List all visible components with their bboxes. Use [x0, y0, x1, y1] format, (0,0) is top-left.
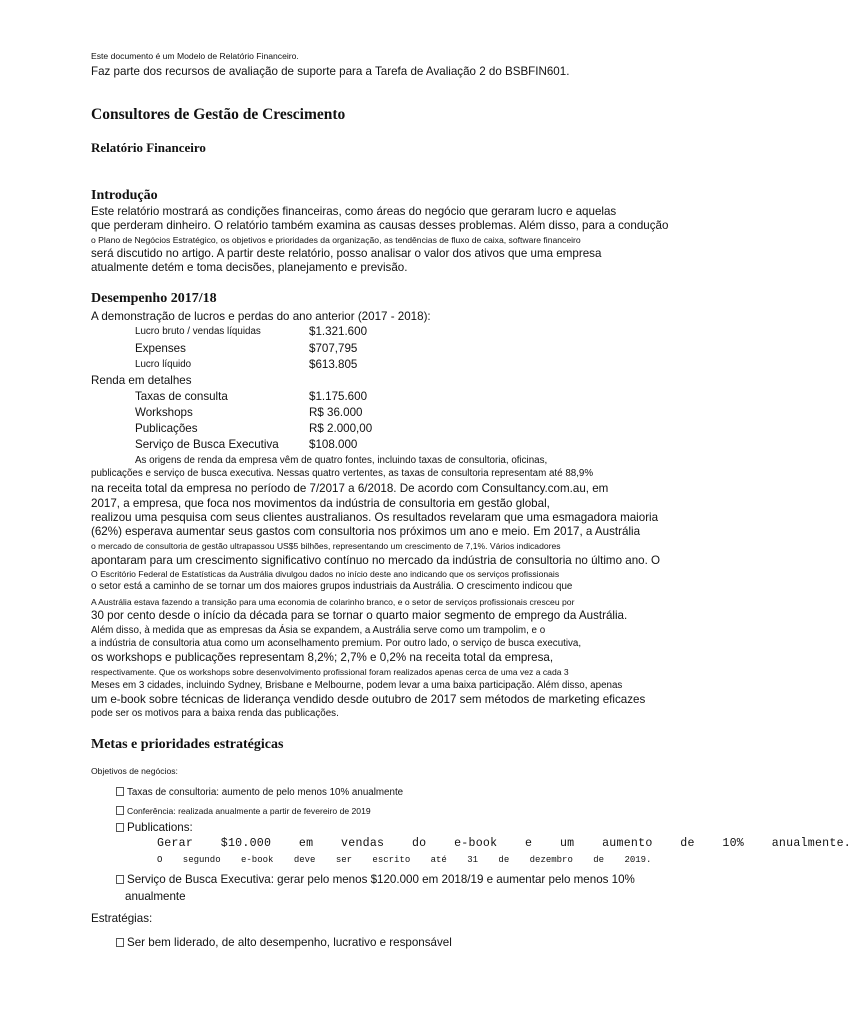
strategies-label: Estratégias:: [91, 912, 153, 925]
intro-line: Este relatório mostrará as condições financeiras, como áreas do negócio que geraram lucro e aquelas: [91, 205, 617, 218]
performance-line: 30 por cento desde o início da década para se tornar o quarto maior segmento de emprego da Austrália.: [91, 609, 628, 622]
performance-line: realizou uma pesquisa com seus clientes australianos. Os resultados revelaram que uma esmagadora maioria: [91, 511, 659, 524]
objective-text: Publications:: [127, 821, 193, 834]
income-value: $1.175.600: [309, 390, 368, 403]
intro-line: será discutido no artigo. A partir deste relatório, posso analisar o valor dos ativos que uma empresa: [91, 247, 602, 260]
pl-label: Lucro bruto / vendas líquidas: [135, 326, 261, 337]
pl-label: Lucro líquido: [135, 359, 192, 370]
performance-line: os workshops e publicações representam 8,2%; 2,7% e 0,2% na receita total da empresa,: [91, 651, 554, 664]
performance-line: apontaram para um crescimento significativo contínuo no mercado da indústria de consultoria no último ano. O: [91, 554, 661, 567]
performance-line: a indústria de consultoria atua como um aconselhamento premium. Por outro lado, o serviço de busca executiva,: [91, 638, 582, 649]
income-value: R$ 36.000: [309, 406, 363, 419]
objective-item: [116, 806, 371, 816]
intro-heading: Introdução: [91, 188, 158, 203]
pl-value: $707,795: [309, 342, 358, 355]
income-value: $108.000: [309, 438, 358, 451]
document-subtitle: Relatório Financeiro: [91, 140, 206, 155]
checkbox-bullet-icon: [116, 875, 124, 884]
performance-line: Meses em 3 cidades, incluindo Sydney, Brisbane e Melbourne, podem levar a uma baixa participação. Além disso, apenas: [91, 680, 623, 691]
performance-line: (62%) esperava aumentar seus gastos com consultoria nos próximos um ano e meio. Em 2017, a Austrália: [91, 525, 641, 538]
performance-line: A Austrália estava fazendo a transição para uma economia de colarinho branco, e o setor de serviços profissionais cresceu por: [91, 597, 575, 607]
objective-text: Conferência: realizada anualmente a partir de fevereiro de 2019: [127, 806, 371, 816]
pl-value: $613.805: [309, 358, 358, 371]
checkbox-bullet-icon: [116, 806, 124, 815]
pl-intro: A demonstração de lucros e perdas do ano anterior (2017 - 2018):: [91, 310, 431, 323]
performance-line: publicações e serviço de busca executiva. Nessas quatro vertentes, as taxas de consultoria representam até 88,9%: [91, 468, 594, 479]
document-note: Este documento é um Modelo de Relatório Financeiro.: [91, 51, 299, 61]
income-label: Serviço de Busca Executiva: [135, 438, 279, 451]
income-label: Publicações: [135, 422, 198, 435]
assessment-note: Faz parte dos recursos de avaliação de suporte para a Tarefa de Avaliação 2 do BSBFIN601.: [91, 65, 570, 78]
performance-line: As origens de renda da empresa vêm de quatro fontes, incluindo taxas de consultoria, oficinas,: [135, 455, 548, 466]
strategy-item: [116, 936, 452, 949]
performance-line: o setor está a caminho de se tornar um dos maiores grupos industriais da Austrália. O crescimento indicou que: [91, 581, 573, 592]
performance-line: o mercado de consultoria de gestão ultrapassou US$5 bilhões, representando um crescimento de 7,1%. Vários indicadores: [91, 541, 561, 551]
pl-label: Expenses: [135, 342, 186, 355]
intro-line: que perderam dinheiro. O relatório também examina as causas desses problemas. Além disso, para a condução: [91, 219, 669, 232]
income-heading: Renda em detalhes: [91, 374, 192, 387]
performance-line: Além disso, à medida que as empresas da Ásia se expandem, a Austrália serve como um trampolim, e o: [91, 625, 546, 636]
objective-text: Taxas de consultoria: aumento de pelo menos 10% anualmente: [127, 787, 404, 798]
intro-line: atualmente detém e toma decisões, planejamento e previsão.: [91, 261, 408, 274]
objectives-label: Objetivos de negócios:: [91, 766, 178, 776]
performance-line: pode ser os motivos para a baixa renda das publicações.: [91, 708, 339, 719]
objective-text-continued: anualmente: [125, 890, 186, 903]
objective-text: Serviço de Busca Executiva: gerar pelo menos $120.000 em 2018/19 e aumentar pelo menos 10%: [127, 873, 635, 886]
objective-item: [116, 821, 193, 834]
checkbox-bullet-icon: [116, 938, 124, 947]
checkbox-bullet-icon: [116, 787, 124, 796]
performance-line: O Escritório Federal de Estatísticas da Austrália divulgou dados no início deste ano indicando que os serviços profissionais: [91, 569, 560, 579]
strategy-text: Ser bem liderado, de alto desempenho, lucrativo e responsável: [127, 936, 452, 949]
income-value: R$ 2.000,00: [309, 422, 373, 435]
income-label: Taxas de consulta: [135, 390, 228, 403]
intro-line: o Plano de Negócios Estratégico, os objetivos e prioridades da organização, as tendências de fluxo de caixa, software financeiro: [91, 235, 581, 245]
goals-heading: Metas e prioridades estratégicas: [91, 737, 284, 752]
performance-line: um e-book sobre técnicas de liderança vendido desde outubro de 2017 sem métodos de marketing eficazes: [91, 693, 646, 706]
income-label: Workshops: [135, 406, 193, 419]
publications-detail: Gerar $10.000 em vendas do e-book e um aumento de 10% anualmente.: [157, 837, 851, 850]
performance-line: na receita total da empresa no período de 7/2017 a 6/2018. De acordo com Consultancy.com.au, em: [91, 482, 609, 495]
performance-heading: Desempenho 2017/18: [91, 291, 217, 306]
performance-line: respectivamente. Que os workshops sobre desenvolvimento profissional foram realizados apenas cerca de uma vez a cada 3: [91, 667, 569, 677]
document-title: Consultores de Gestão de Crescimento: [91, 106, 346, 123]
objective-item: [116, 873, 635, 886]
pl-value: $1.321.600: [309, 325, 368, 338]
publications-detail: O segundo e-book deve ser escrito até 31 de dezembro de 2019.: [157, 855, 652, 865]
performance-line: 2017, a empresa, que foca nos movimentos da indústria de consultoria em gestão global,: [91, 497, 550, 510]
objective-item: [116, 787, 403, 798]
checkbox-bullet-icon: [116, 823, 124, 832]
